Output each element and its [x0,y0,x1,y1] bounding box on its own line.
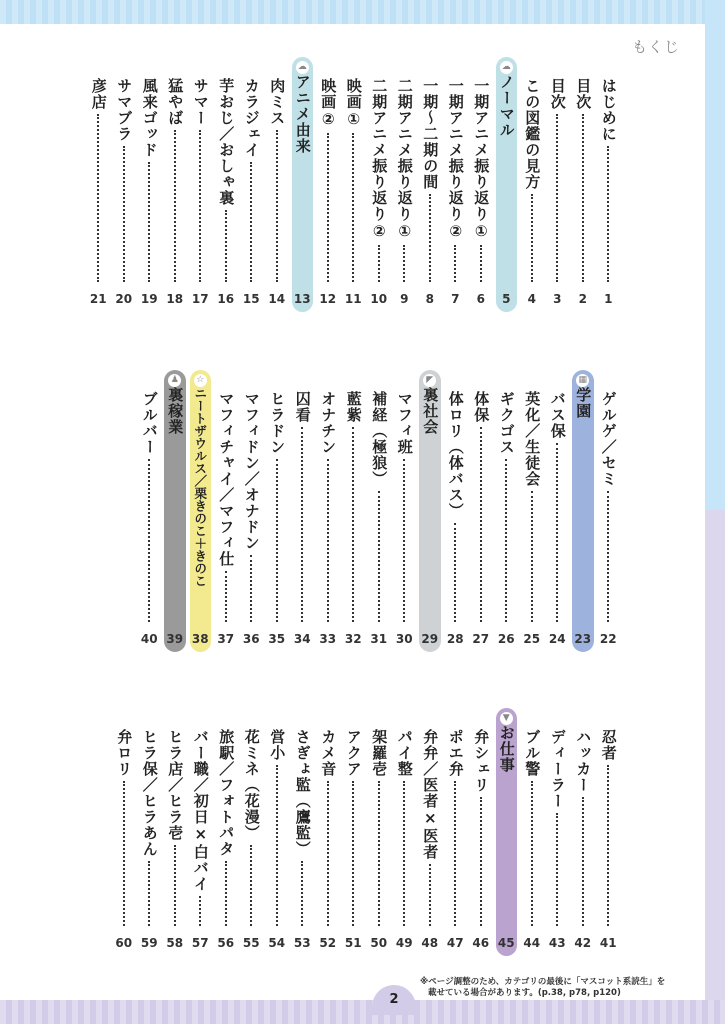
toc-entry-label: 弁ロリ [115,729,134,777]
chess-piece-icon: ♟ [168,374,181,387]
toc-entry[interactable] [239,370,265,652]
toc-entry[interactable] [392,708,418,956]
dotted-leader [505,142,507,282]
dotted-leader [301,861,303,926]
toc-page-number: 18 [166,292,184,306]
toc-entry[interactable] [341,708,367,956]
toc-page-number: 33 [319,632,337,646]
toc-entry-label: 学園 [574,387,593,419]
toc-page-number: 36 [242,632,260,646]
toc-entry-label: ブル警 [523,729,542,777]
dotted-leader [607,146,609,282]
top-decorative-stripe [0,0,725,24]
toc-entry[interactable] [264,708,290,956]
toc-entry-label: 肉ミス [268,78,287,126]
toc-entry[interactable] [545,370,571,652]
toc-page-number: 53 [293,936,311,950]
page-title: もくじ [631,38,680,56]
toc-page-number: 23 [574,632,592,646]
toc-entry-label: ヒラ保／ヒラあん [140,729,159,857]
dotted-leader [276,130,278,282]
dotted-leader [174,130,176,282]
toc-entry-label: 花ミネ（花漫） [242,729,261,841]
toc-entry[interactable] [417,57,443,312]
dotted-leader [607,491,609,622]
toc-entry-label: この図鑑の見方 [523,78,542,190]
footnote [420,977,665,999]
toc-page-number: 15 [242,292,260,306]
toc-page-number: 12 [319,292,337,306]
dotted-leader [403,781,405,926]
dotted-leader [531,491,533,622]
toc-page-number: 51 [344,936,362,950]
right-edge-lavender [705,510,725,1024]
toc-entry[interactable] [264,370,290,652]
toc-entry[interactable] [213,370,239,652]
toc-page-number: 59 [140,936,158,950]
toc-category-heading[interactable] [570,370,596,652]
toc-entry-label: ゲルゲ／セミ [599,391,618,487]
toc-entry-label: 裏稼業 [166,387,185,435]
toc-entry[interactable] [494,370,520,652]
toc-entry-label: ブルバー [140,391,159,455]
toc-entry[interactable] [188,708,214,956]
toc-entry-label: バー職／初日×白バイ [191,729,210,892]
dotted-leader [148,162,150,282]
toc-entry-label: 一期～二期の間 [421,78,440,190]
toc-page-number: 30 [395,632,413,646]
toc-page-number: 41 [599,936,617,950]
toc-category-heading[interactable] [290,57,316,312]
dotted-leader [148,861,150,926]
toc-page-number: 5 [502,292,511,306]
toc-entry[interactable] [570,57,596,312]
toc-entry-label: カラジェイ [242,78,261,158]
right-edge-blue [705,0,725,510]
dotted-leader [429,864,431,926]
toc-entry[interactable] [366,57,392,312]
dotted-leader [250,555,252,622]
toc-category-heading[interactable] [188,370,214,652]
toc-entry[interactable] [239,57,265,312]
footnote-line-1: ※ページ調整のため、カテゴリの最後に「マスコット系読生」を [420,977,666,987]
toc-entry-label: さぎょ監（鷹監） [293,729,312,857]
toc-entry-label: 英化／生徒会 [523,391,542,487]
toc-page-number: 19 [140,292,158,306]
toc-page-number: 11 [344,292,362,306]
dotted-leader [378,491,380,622]
toc-page-number: 39 [166,632,184,646]
dotted-leader [582,797,584,926]
star-icon: ☆ [194,374,207,387]
dotted-leader [505,777,507,926]
toc-page-number: 20 [115,292,133,306]
toc-entry[interactable] [315,57,341,312]
toc-page-number: 22 [599,632,617,646]
toc-entry-label: 一期アニメ振り返り① [472,78,491,241]
toc-row-1 [86,57,622,312]
toc-page-number: 1 [604,292,613,306]
dotted-leader [429,439,431,622]
toc-entry[interactable] [392,370,418,652]
toc-entry-label: ハッカー [574,729,593,793]
school-icon: ▦ [576,374,589,387]
dotted-leader [403,459,405,622]
dotted-leader [531,781,533,926]
toc-entry-label: 体ロリ（体バス） [446,391,465,519]
toc-entry-label: 藍紫 [344,391,363,423]
toc-entry-label: 弁弁／医者×医者 [421,729,440,860]
toc-entry[interactable] [519,57,545,312]
toc-entry-label: 囚看 [293,391,312,423]
toc-entry-label: 芋おじ／おしゃ裏 [217,78,236,206]
toc-entry[interactable] [468,57,494,312]
tie-icon: ▼ [500,712,513,725]
toc-page-number: 45 [497,936,515,950]
toc-entry[interactable] [264,57,290,312]
dotted-leader [378,245,380,282]
toc-entry-label: 営小 [268,729,287,761]
toc-entry[interactable] [213,708,239,956]
toc-entry[interactable] [545,57,571,312]
toc-entry[interactable] [213,57,239,312]
dotted-leader [607,765,609,926]
dotted-leader [174,845,176,926]
toc-entry[interactable] [137,57,163,312]
dotted-leader [148,459,150,622]
toc-row-2 [137,370,622,652]
toc-page-number: 10 [370,292,388,306]
toc-entry[interactable] [188,57,214,312]
toc-page-number: 57 [191,936,209,950]
toc-page-number: 29 [421,632,439,646]
toc-entry-label: 架羅壱 [370,729,389,777]
toc-entry-label: バス保 [548,391,567,439]
toc-page-number: 9 [400,292,409,306]
toc-entry-label: ノーマル [497,74,516,138]
toc-entry-label: マフィチャイ／マフィ仕 [217,391,236,567]
dotted-leader [454,523,456,622]
toc-entry[interactable] [162,57,188,312]
footnote-line-2: 載せている場合があります。(p.38, p78, p120) [428,988,621,998]
toc-entry[interactable] [290,708,316,956]
toc-entry[interactable] [443,708,469,956]
toc-page-number: 14 [268,292,286,306]
toc-page-number: 46 [472,936,490,950]
dotted-leader [225,571,227,622]
toc-entry[interactable] [519,370,545,652]
dotted-leader [582,423,584,622]
toc-entry-label: ディーラー [548,729,567,809]
dotted-leader [454,781,456,926]
toc-entry-label: 裏社会 [421,387,440,435]
toc-page-number: 7 [451,292,460,306]
dotted-leader [301,158,303,282]
toc-entry-label: アニメ由来 [293,74,312,154]
cloud-icon: ☁ [297,62,307,72]
dotted-leader [429,194,431,282]
toc-page-number: 28 [446,632,464,646]
toc-entry-label: サマブラ [115,78,134,142]
toc-entry[interactable] [468,370,494,652]
toc-entry-label: ヒラドン [268,391,287,455]
dotted-leader [352,781,354,926]
toc-page-number: 60 [115,936,133,950]
toc-entry[interactable] [596,708,622,956]
toc-entry-label: 旅駅／フォトパタ [217,729,236,857]
toc-page-number: 54 [268,936,286,950]
toc-entry[interactable] [596,57,622,312]
dotted-leader [531,194,533,282]
toc-page-number: 43 [548,936,566,950]
toc-entry[interactable] [545,708,571,956]
dotted-leader [505,459,507,622]
toc-page-number: 21 [89,292,107,306]
toc-page-number: 16 [217,292,235,306]
dotted-leader [199,591,201,622]
toc-category-heading[interactable] [494,708,520,956]
dotted-leader [97,114,99,282]
toc-page-number: 25 [523,632,541,646]
toc-entry-label: 映画① [344,78,363,129]
cloud-icon: ☁ [501,62,511,72]
dotted-leader [454,245,456,282]
dotted-leader [378,781,380,926]
toc-entry-label: お仕事 [497,725,516,773]
toc-page-number: 8 [425,292,434,306]
toc-entry-label: 補経（極狼） [370,391,389,487]
toc-page-number: 50 [370,936,388,950]
toc-entry-label: 体保 [472,391,491,423]
toc-entry[interactable] [570,708,596,956]
toc-category-heading[interactable] [494,57,520,312]
toc-page-number: 48 [421,936,439,950]
toc-page-number: 37 [217,632,235,646]
toc-category-heading[interactable] [162,370,188,652]
toc-category-heading[interactable] [417,370,443,652]
toc-entry[interactable] [137,708,163,956]
dotted-leader [199,130,201,282]
toc-entry-label: 忍者 [599,729,618,761]
dotted-leader [276,459,278,622]
dotted-leader [480,245,482,282]
dotted-leader [123,781,125,926]
toc-entry-label: パイ整 [395,729,414,777]
dotted-leader [556,114,558,282]
toc-entry[interactable] [341,57,367,312]
toc-entry-label: アクア [344,729,363,777]
toc-entry-label: ヒラ店／ヒラ壱 [166,729,185,841]
toc-page-number: 4 [527,292,536,306]
toc-page-number: 24 [548,632,566,646]
toc-entry[interactable] [443,370,469,652]
toc-page-number: 52 [319,936,337,950]
toc-page-number: 27 [472,632,490,646]
dotted-leader [225,210,227,282]
dotted-leader [174,439,176,622]
toc-entry-label: カメ音 [319,729,338,777]
toc-entry-label: ギクゴス [497,391,516,455]
toc-entry[interactable] [315,370,341,652]
toc-page-number: 2 [578,292,587,306]
toc-entry[interactable] [162,708,188,956]
dotted-leader [352,427,354,622]
toc-entry[interactable] [366,370,392,652]
toc-entry-label: マフィ班 [395,391,414,455]
gun-icon: ◤ [423,374,436,387]
dotted-leader [301,427,303,622]
page-number: 2 [372,985,416,1015]
toc-entry-label: 弁シェリ [472,729,491,793]
toc-entry[interactable] [341,370,367,652]
toc-entry-label: 二期アニメ振り返り② [370,78,389,241]
dotted-leader [403,245,405,282]
dotted-leader [199,896,201,926]
toc-page-number: 56 [217,936,235,950]
toc-entry[interactable] [392,57,418,312]
dotted-leader [327,459,329,622]
toc-entry[interactable] [239,708,265,956]
toc-row-3 [111,708,621,956]
dotted-leader [556,443,558,622]
toc-entry-label: ポエ弁 [446,729,465,777]
toc-entry-label: はじめに [599,78,618,142]
toc-entry[interactable] [315,708,341,956]
dotted-leader [327,781,329,926]
toc-page-number: 26 [497,632,515,646]
toc-page-number: 34 [293,632,311,646]
toc-page-number: 47 [446,936,464,950]
toc-page-number: 40 [140,632,158,646]
dotted-leader [480,797,482,926]
toc-page-number: 55 [242,936,260,950]
toc-entry-label: 目次 [548,78,567,110]
toc-entry[interactable] [137,370,163,652]
toc-entry-label: ニートザウルス／栗きのこ＋きのこ [192,387,208,587]
toc-entry[interactable] [519,708,545,956]
toc-entry[interactable] [417,708,443,956]
toc-entry-label: マフィドン／オナドン [242,391,261,551]
dotted-leader [225,861,227,926]
bottom-decorative-stripe [0,1000,725,1024]
toc-entry[interactable] [366,708,392,956]
toc-page-number: 31 [370,632,388,646]
toc-entry[interactable] [290,370,316,652]
toc-page-number: 17 [191,292,209,306]
toc-page-number: 49 [395,936,413,950]
toc-entry[interactable] [596,370,622,652]
toc-entry-label: 目次 [574,78,593,110]
toc-page-number: 44 [523,936,541,950]
toc-page-number: 42 [574,936,592,950]
toc-page-number: 58 [166,936,184,950]
toc-page-number: 35 [268,632,286,646]
toc-entry[interactable] [111,57,137,312]
toc-entry[interactable] [443,57,469,312]
toc-entry-label: サマー [191,78,210,126]
toc-page-number: 13 [293,292,311,306]
toc-entry-label: 猛やば [166,78,185,126]
dotted-leader [276,765,278,926]
toc-page-number: 3 [553,292,562,306]
toc-entry-label: 彦店 [89,78,108,110]
toc-entry-label: 二期アニメ振り返り① [395,78,414,241]
toc-page-number: 38 [191,632,209,646]
toc-entry-label: 風来ゴッド [140,78,159,158]
dotted-leader [556,813,558,926]
toc-entry[interactable] [86,57,112,312]
toc-page-number: 6 [476,292,485,306]
toc-entry-label: 映画② [319,78,338,129]
dotted-leader [123,146,125,282]
dotted-leader [250,845,252,926]
dotted-leader [327,133,329,282]
dotted-leader [480,427,482,622]
toc-entry[interactable] [111,708,137,956]
toc-entry[interactable] [468,708,494,956]
dotted-leader [352,133,354,282]
dotted-leader [582,114,584,282]
toc-entry-label: オナチン [319,391,338,455]
dotted-leader [250,162,252,282]
toc-entry-label: 一期アニメ振り返り② [446,78,465,241]
toc-page-number: 32 [344,632,362,646]
